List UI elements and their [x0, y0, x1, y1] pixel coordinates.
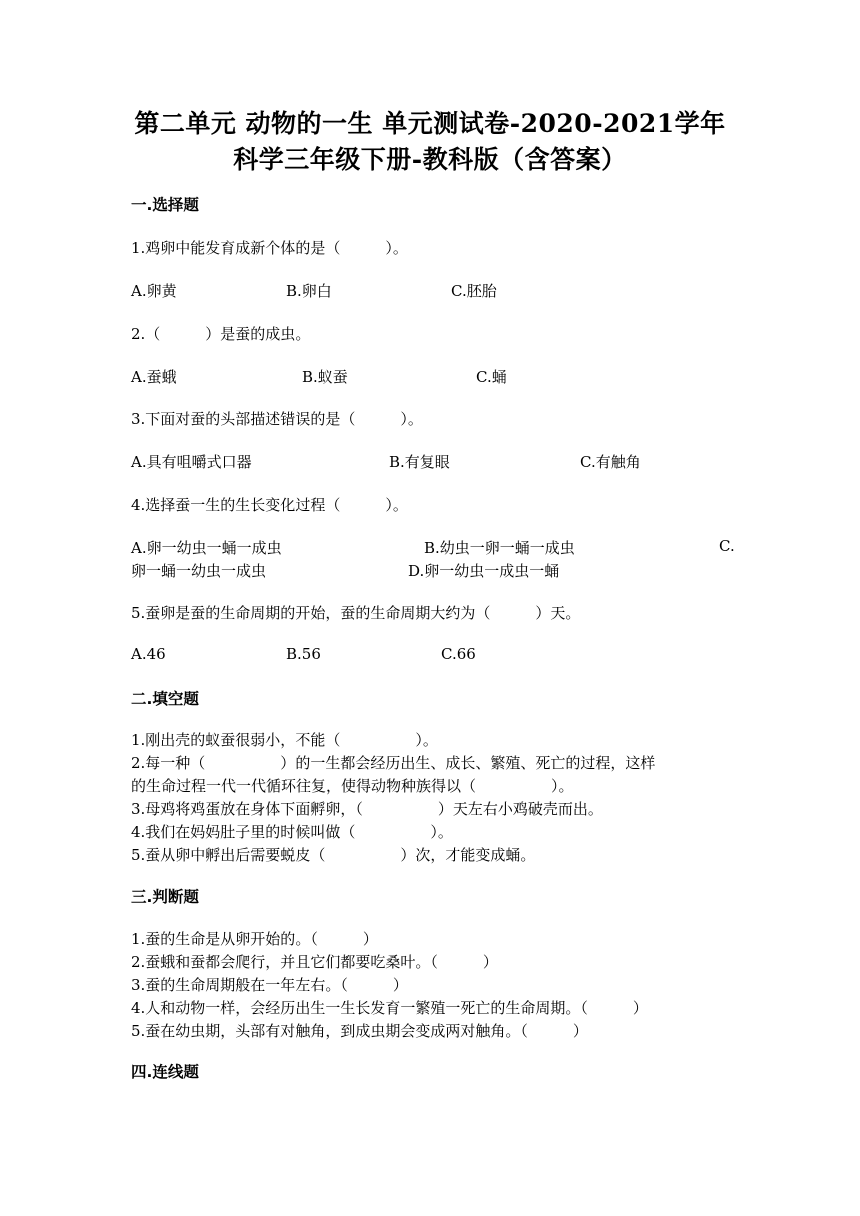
question-stem: 4.选择蚕一生的生长变化过程（ ）。 — [131, 496, 408, 514]
fill-line: 1.刚出壳的蚁蚕很弱小，不能（ ）。 — [131, 731, 438, 749]
option-c: C.有触角 — [580, 453, 641, 471]
option-c-label: C. — [719, 537, 735, 555]
question-stem: 1.鸡卵中能发育成新个体的是（ ）。 — [131, 239, 408, 257]
option-a: A.蚕蛾 — [131, 368, 177, 386]
section-heading-choice: 一.选择题 — [131, 196, 199, 214]
question-stem: 3.下面对蚕的头部描述错误的是（ ）。 — [131, 410, 423, 428]
fill-line: 的生命过程一代一代循环往复，使得动物种族得以（ ）。 — [131, 777, 574, 795]
option-a: A.具有咀嚼式口器 — [131, 453, 252, 471]
judge-line: 3.蚕的生命周期般在一年左右。（ ） — [131, 976, 408, 994]
judge-line: 1.蚕的生命是从卵开始的。（ ） — [131, 930, 378, 948]
question-stem: 5.蚕卵是蚕的生命周期的开始，蚕的生命周期大约为（ ）天。 — [131, 604, 581, 622]
option-b: B.蚁蚕 — [302, 368, 348, 386]
option-a: A.卵一幼虫一蛹一成虫 — [131, 539, 282, 557]
option-b: B.卵白 — [286, 282, 332, 300]
section-heading-fill: 二.填空题 — [131, 690, 199, 708]
judge-line: 5.蚕在幼虫期，头部有对触角，到成虫期会变成两对触角。（ ） — [131, 1022, 588, 1040]
option-a: A.卵黄 — [131, 282, 177, 300]
option-c-text: 卵一蛹一幼虫一成虫 — [131, 562, 267, 580]
option-c: C.胚胎 — [451, 282, 497, 300]
option-d: D.卵一幼虫一成虫一蛹 — [408, 562, 560, 580]
section-heading-judge: 三.判断题 — [131, 888, 199, 906]
option-c: C.66 — [441, 645, 476, 663]
fill-line: 4.我们在妈妈肚子里的时候叫做（ ）。 — [131, 823, 453, 841]
section-heading-connect: 四.连线题 — [131, 1063, 199, 1081]
fill-line: 2.每一种（ ）的一生都会经历出生、成长、繁殖、死亡的过程，这样 — [131, 754, 656, 772]
option-b: B.56 — [286, 645, 321, 663]
option-b: B.幼虫一卵一蛹一成虫 — [424, 539, 575, 557]
option-c: C.蛹 — [476, 368, 507, 386]
judge-line: 4.人和动物一样，会经历出生一生长发育一繁殖一死亡的生命周期。（ ） — [131, 999, 648, 1017]
question-stem: 2.（ ）是蚕的成虫。 — [131, 325, 311, 343]
page-title-line-1: 第二单元 动物的一生 单元测试卷-2020-2021学年 — [134, 109, 726, 138]
fill-line: 5.蚕从卵中孵出后需要蜕皮（ ）次，才能变成蛹。 — [131, 846, 536, 864]
fill-line: 3.母鸡将鸡蛋放在身体下面孵卵，（ ）天左右小鸡破壳而出。 — [131, 800, 603, 818]
page-title-line-2: 科学三年级下册-教科版（含答案） — [233, 145, 627, 174]
option-b: B.有复眼 — [389, 453, 450, 471]
judge-line: 2.蚕蛾和蚕都会爬行，并且它们都要吃桑叶。（ ） — [131, 953, 498, 971]
option-a: A.46 — [131, 645, 166, 663]
